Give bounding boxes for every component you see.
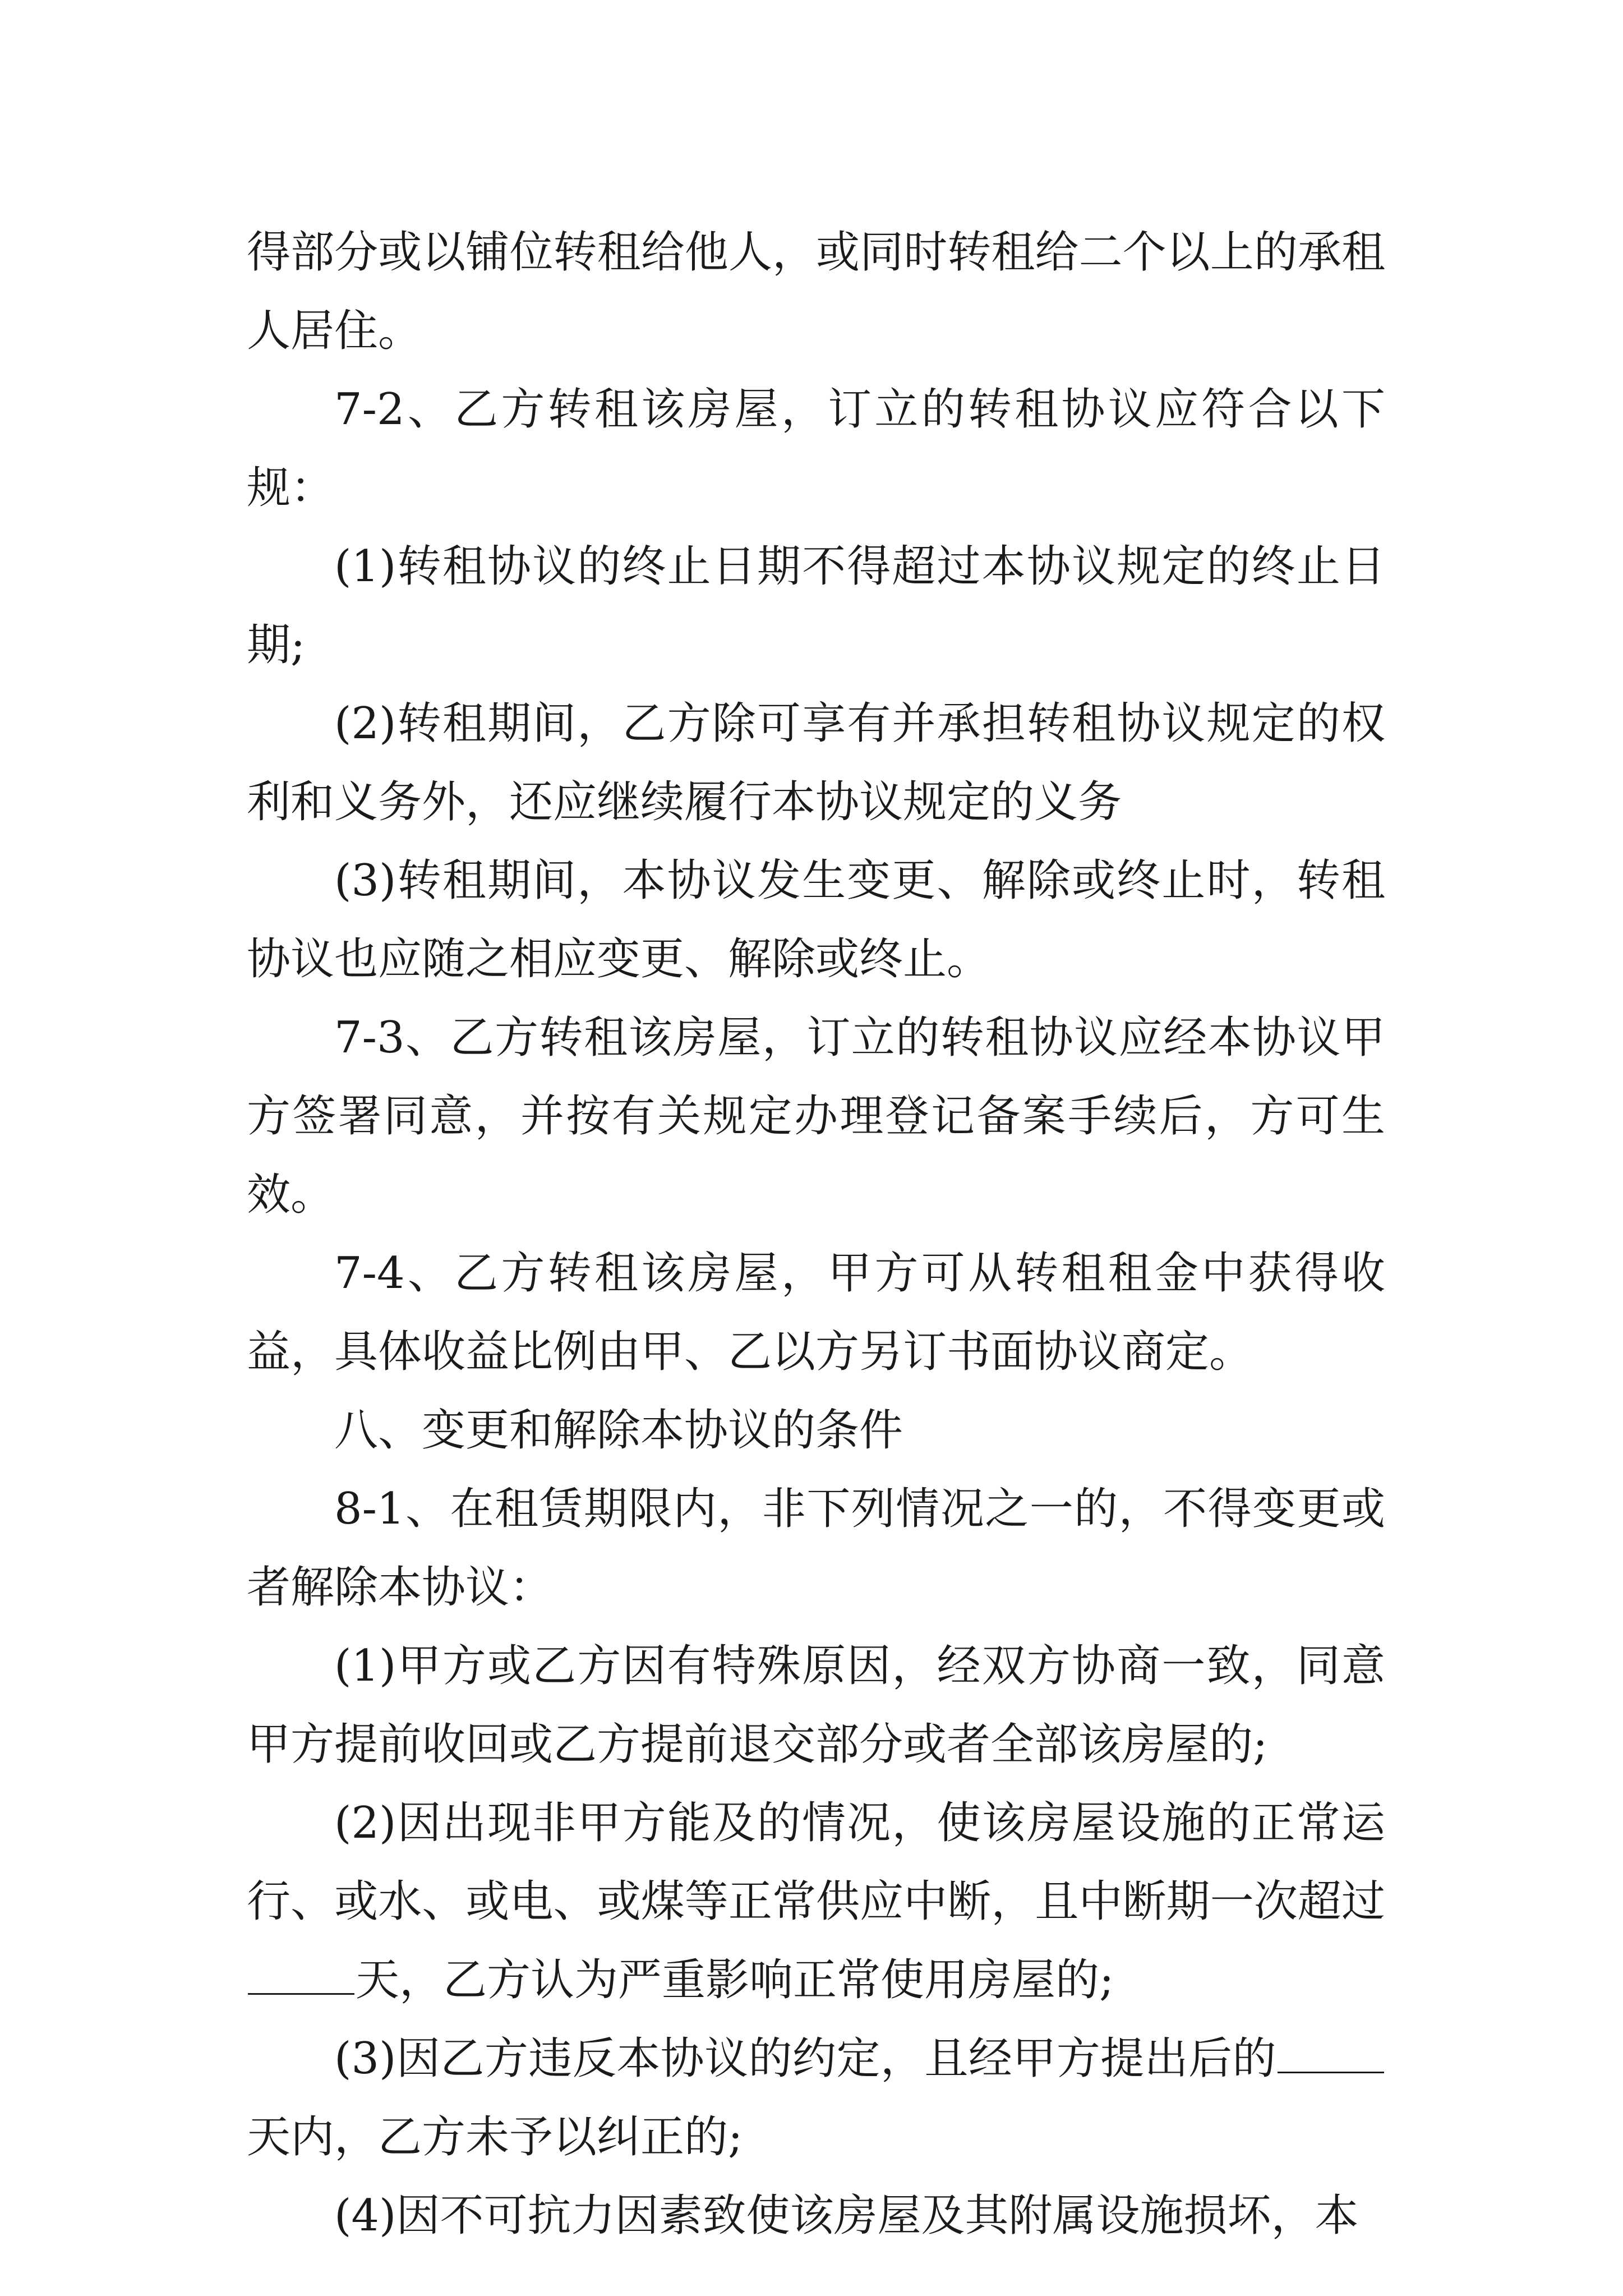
- section-heading-8: 八、变更和解除本协议的条件: [334, 1405, 903, 1456]
- paragraph-8-1-item-3-tail: 天内，乙方未予以纠正的;: [247, 2112, 743, 2162]
- paragraph-8-1-item-2-tail: 天，乙方认为严重影响正常使用房屋的;: [356, 1955, 1114, 2005]
- paragraph-item-3: (3)转租期间，本协议发生变更、解除或终止时，转租协议也应随之相应变更、解除或终止。: [247, 855, 1385, 984]
- paragraph-item-1: (1)转租协议的终止日期不得超过本协议规定的终止日期;: [247, 541, 1385, 670]
- paragraph-8-1-item-2: [247, 1784, 1385, 2019]
- fill-in-blank-days[interactable]: [1278, 2032, 1384, 2073]
- paragraph-item-2: (2)转租期间，乙方除可享有并承担转租协议规定的权利和义务外，还应继续履行本协议规定的义务: [247, 698, 1385, 827]
- document-body: [247, 213, 1385, 2255]
- paragraph-8-1-item-4: (4)因不可抗力因素致使该房屋及其附属设施损坏，本: [334, 2191, 1359, 2241]
- paragraph-clause-8-1: 8-1、在租赁期限内，非下列情况之一的，不得变更或者解除本协议：: [247, 1484, 1385, 1613]
- paragraph-8-1-item-3: [247, 2019, 1385, 2177]
- paragraph-continuation: 得部分或以铺位转租给他人，或同时转租给二个以上的承租人居住。: [247, 227, 1385, 356]
- fill-in-blank-days[interactable]: [248, 1954, 354, 1995]
- paragraph-clause-7-4: 7-4、乙方转租该房屋，甲方可从转租租金中获得收益，具体收益比例由甲、乙以方另订书面协议商定。: [247, 1248, 1385, 1377]
- paragraph-8-1-item-2-lead: (2)因出现非甲方能及的情况，使该房屋设施的正常运行、或水、或电、或煤等正常供应中断，且中断期一次超过: [247, 1798, 1385, 1927]
- paragraph-clause-7-2: 7-2、乙方转租该房屋，订立的转租协议应符合以下规：: [247, 384, 1385, 513]
- paragraph-clause-7-3: 7-3、乙方转租该房屋，订立的转租协议应经本协议甲方签署同意，并按有关规定办理登记备案手续后，方可生效。: [247, 1013, 1385, 1220]
- paragraph-8-1-item-3-lead: (3)因乙方违反本协议的约定，且经甲方提出后的: [334, 2033, 1276, 2084]
- paragraph-8-1-item-1: (1)甲方或乙方因有特殊原因，经双方协商一致，同意甲方提前收回或乙方提前退交部分或者全部该房屋的;: [247, 1641, 1385, 1770]
